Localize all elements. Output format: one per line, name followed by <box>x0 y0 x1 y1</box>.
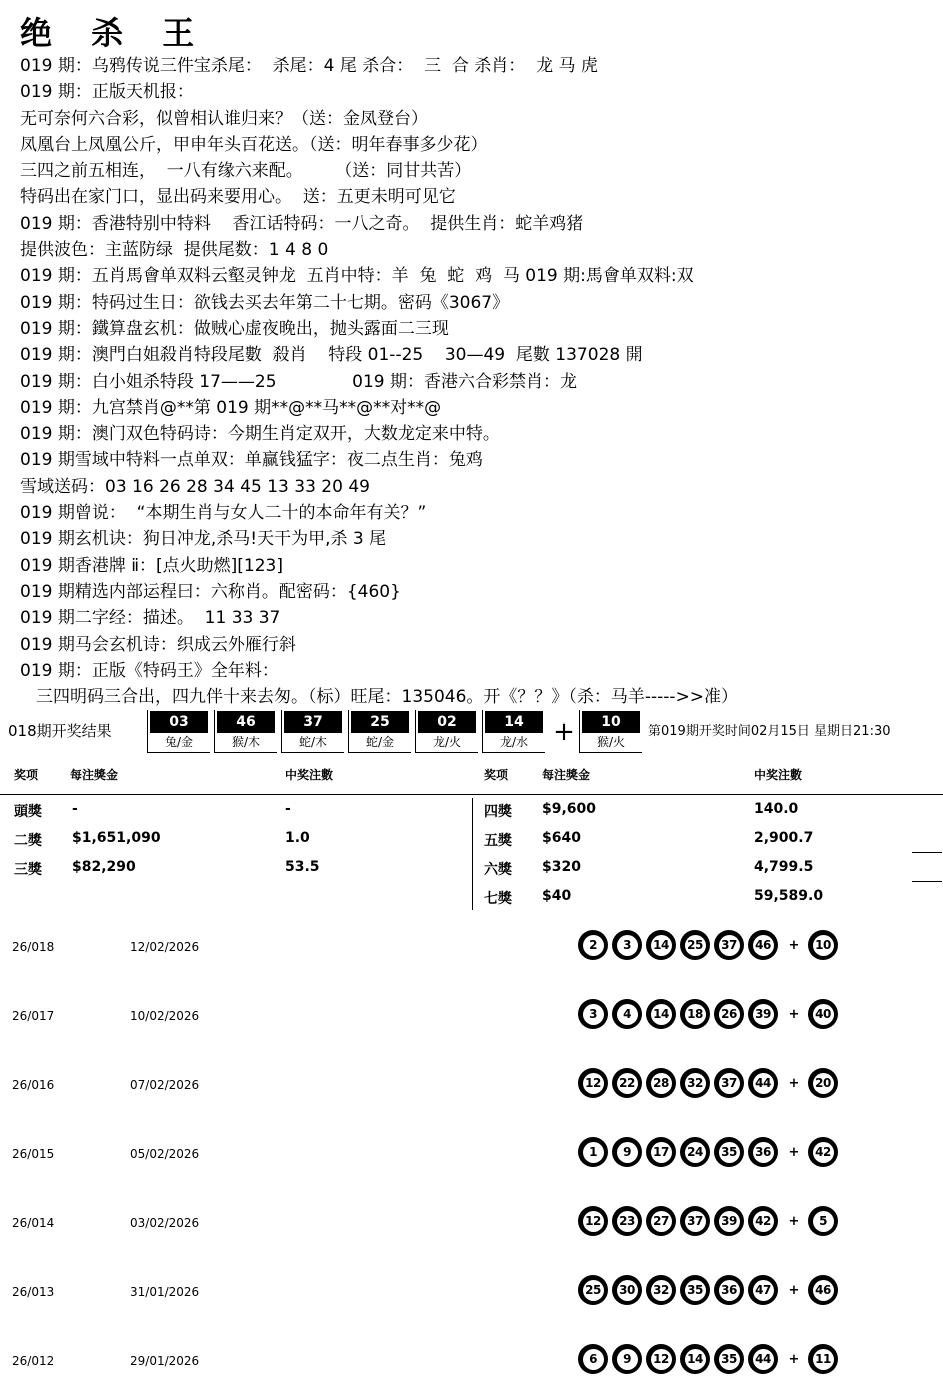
text-line: 019 期曾说： “本期生肖与女人二十的本命年有关？” <box>20 503 427 524</box>
text-line: 凤凰台上凤凰公斤，甲申年头百花送。（送：明年春事多少花） <box>20 134 488 155</box>
history-period: 26/012 <box>12 1354 55 1368</box>
draw-ball <box>281 710 344 753</box>
number-ball <box>578 999 608 1029</box>
plus-sign: + <box>788 1075 800 1091</box>
text-line: 特码出在家门口，显出码来要用心。 送：五更未明可见它 <box>20 187 456 208</box>
draw-zodiac: 蛇/金 <box>365 735 395 749</box>
draw-ball <box>214 710 277 753</box>
ball-number: 14 <box>685 1349 706 1370</box>
prize-count: 53.5 <box>285 859 320 875</box>
prize-amount: $40 <box>542 888 572 904</box>
number-ball <box>578 930 608 960</box>
draw-balls <box>147 710 646 754</box>
divider-mark <box>912 881 942 882</box>
ball-number: 11 <box>813 1349 834 1370</box>
history-row <box>0 1052 943 1120</box>
ball-number: 3 <box>617 935 638 956</box>
next-draw-info: 第019期开奖时间02月15日 星期日21:30 <box>648 724 891 739</box>
number-ball <box>748 1137 778 1167</box>
ball-number: 32 <box>685 1073 706 1094</box>
ball-number: 12 <box>583 1211 604 1232</box>
ball-number: 35 <box>719 1142 740 1163</box>
ball-number: 37 <box>685 1211 706 1232</box>
number-ball <box>680 1206 710 1236</box>
draw-ball <box>482 710 545 753</box>
prize-name: 四獎 <box>484 804 512 820</box>
history-balls <box>578 930 842 960</box>
prize-amount: $82,290 <box>72 859 136 875</box>
prize-header-amount: 每注獎金 <box>542 768 591 782</box>
number-ball <box>578 1344 608 1374</box>
history-row <box>0 1121 943 1189</box>
ball-number: 12 <box>583 1073 604 1094</box>
plus-sign: + <box>788 937 800 953</box>
number-ball <box>612 1344 642 1374</box>
prize-name: 五獎 <box>484 833 512 849</box>
history-balls <box>578 1275 842 1305</box>
history-balls <box>578 1206 842 1236</box>
ball-number: 14 <box>651 1004 672 1025</box>
special-ball <box>808 1344 838 1374</box>
ball-number: 12 <box>651 1349 672 1370</box>
history-date: 29/01/2026 <box>130 1354 200 1368</box>
number-ball <box>612 1275 642 1305</box>
text-line: 019 期玄机诀：狗日冲龙,杀马!天干为甲,杀 3 尾 <box>20 529 387 550</box>
number-ball <box>714 1275 744 1305</box>
special-ball <box>808 1137 838 1167</box>
prize-row <box>0 859 470 879</box>
prize-header-name: 奖项 <box>14 768 39 782</box>
prize-row <box>0 801 470 821</box>
number-ball <box>680 1068 710 1098</box>
number-ball <box>646 1068 676 1098</box>
prize-name: 七獎 <box>484 891 512 907</box>
ball-number: 35 <box>685 1280 706 1301</box>
prize-count: 140.0 <box>754 801 799 817</box>
draw-title: 018期开奖结果 <box>8 722 112 740</box>
text-line: 019 期：特码过生日：欲钱去买去年第二十七期。密码《3067》 <box>20 292 510 313</box>
number-ball <box>578 1137 608 1167</box>
text-line: 019 期：白小姐杀特段 17——25 019 期：香港六合彩禁肖：龙 <box>20 371 578 392</box>
history-period: 26/013 <box>12 1285 55 1299</box>
ball-number: 46 <box>813 1280 834 1301</box>
history-balls <box>578 1137 842 1167</box>
prize-divider-line <box>0 794 943 795</box>
prize-name: 頭獎 <box>14 804 42 820</box>
draw-zodiac: 兔/金 <box>164 735 194 749</box>
text-line: 019 期：澳门双色特码诗：今期生肖定双开，大数龙定来中特。 <box>20 424 500 445</box>
ball-number: 18 <box>685 1004 706 1025</box>
ball-number: 44 <box>753 1073 774 1094</box>
ball-number: 35 <box>719 1349 740 1370</box>
text-line: 019 期精选内部运程曰：六称肖。配密码：{460} <box>20 581 401 602</box>
draw-zodiac: 蛇/木 <box>298 735 328 749</box>
text-line: 019 期二字经：描述。 11 33 37 <box>20 608 281 629</box>
history-date: 10/02/2026 <box>130 1009 200 1023</box>
prize-name: 三獎 <box>14 862 42 878</box>
number-ball <box>714 1344 744 1374</box>
number-ball <box>646 1137 676 1167</box>
number-ball <box>748 1275 778 1305</box>
text-line: 019 期：乌鸦传说三件宝杀尾： 杀尾：4 尾 杀合： 三 合 杀肖： 龙 马 虎 <box>20 56 598 76</box>
ball-number: 42 <box>753 1211 774 1232</box>
ball-number: 37 <box>719 1073 740 1094</box>
draw-zodiac: 龙/火 <box>432 735 462 749</box>
ball-number: 2 <box>583 935 604 956</box>
text-line: 三四明码三合出，四九伴十来去匆。（标）旺尾：135046。开《？？》（杀：马羊----->>准） <box>36 687 739 708</box>
ball-number: 42 <box>813 1142 834 1163</box>
plus-sign: + <box>788 1144 800 1160</box>
special-ball <box>808 930 838 960</box>
number-ball <box>578 1206 608 1236</box>
text-line: 019 期马会玄机诗：织成云外雁行斜 <box>20 634 296 655</box>
number-ball <box>680 930 710 960</box>
prize-amount: $1,651,090 <box>72 830 161 846</box>
prize-count: 4,799.5 <box>754 859 814 875</box>
prize-table <box>0 766 943 916</box>
prize-count: 2,900.7 <box>754 830 814 846</box>
number-ball <box>714 999 744 1029</box>
text-line: 019 期香港牌 ⅱ：[点火助燃][123] <box>20 555 284 576</box>
history-date: 12/02/2026 <box>130 940 200 954</box>
history-row <box>0 983 943 1051</box>
prize-row <box>474 801 943 821</box>
ball-number: 32 <box>651 1280 672 1301</box>
prize-name: 六獎 <box>484 862 512 878</box>
draw-ball <box>147 710 210 753</box>
ball-number: 9 <box>617 1349 638 1370</box>
special-ball <box>808 1206 838 1236</box>
prediction-lines <box>20 53 935 710</box>
history-balls <box>578 1344 842 1374</box>
draw-ball <box>348 710 411 753</box>
draw-zodiac: 龙/水 <box>499 735 529 749</box>
ball-number: 37 <box>719 935 740 956</box>
text-line: 019 期：香港特别中特料 香江话特码：一八之奇。 提供生肖：蛇羊鸡猪 <box>20 213 584 234</box>
plus-sign: + <box>788 1006 800 1022</box>
plus-sign: + <box>788 1351 800 1367</box>
history-balls <box>578 999 842 1029</box>
number-ball <box>748 1344 778 1374</box>
draw-number: 02 <box>418 711 476 733</box>
ball-number: 6 <box>583 1349 604 1370</box>
prize-amount: $320 <box>542 859 581 875</box>
number-ball <box>612 1068 642 1098</box>
prize-amount: $9,600 <box>542 801 597 817</box>
prize-row <box>0 830 470 850</box>
text-line: 019 期雪域中特料一点单双：单赢钱猛字：夜二点生肖：兔鸡 <box>20 450 483 471</box>
number-ball <box>714 1206 744 1236</box>
text-line: 019 期：澳門白姐殺肖特段尾數 殺肖 特段 01--25 30—49 尾數 137028 開 <box>20 345 643 366</box>
history-date: 07/02/2026 <box>130 1078 200 1092</box>
number-ball <box>748 930 778 960</box>
number-ball <box>680 1275 710 1305</box>
history-row <box>0 914 943 982</box>
number-ball <box>612 999 642 1029</box>
ball-number: 39 <box>719 1211 740 1232</box>
ball-number: 46 <box>753 935 774 956</box>
ball-number: 3 <box>583 1004 604 1025</box>
ball-number: 26 <box>719 1004 740 1025</box>
prize-header-amount: 每注獎金 <box>70 768 119 782</box>
number-ball <box>748 999 778 1029</box>
number-ball <box>680 1344 710 1374</box>
history-row <box>0 1259 943 1327</box>
number-ball <box>646 999 676 1029</box>
history-row <box>0 1328 943 1396</box>
special-ball <box>808 999 838 1029</box>
draw-zodiac: 猴/木 <box>231 735 261 749</box>
text-line: 提供波色：主蓝防绿 提供尾数：1 4 8 0 <box>20 240 329 261</box>
prize-count: 1.0 <box>285 830 310 846</box>
prize-header-count: 中奖注數 <box>754 768 803 782</box>
plus-sign: + <box>788 1213 800 1229</box>
number-ball <box>714 1137 744 1167</box>
plus-sign: + <box>788 1282 800 1298</box>
number-ball <box>646 1275 676 1305</box>
draw-ball <box>415 710 478 753</box>
ball-number: 28 <box>651 1073 672 1094</box>
history-balls <box>578 1068 842 1098</box>
ball-number: 30 <box>617 1280 638 1301</box>
prize-row <box>474 830 943 850</box>
ball-number: 24 <box>685 1142 706 1163</box>
ball-number: 44 <box>753 1349 774 1370</box>
ball-number: 9 <box>617 1142 638 1163</box>
prize-amount: - <box>72 801 78 817</box>
ball-number: 1 <box>583 1142 604 1163</box>
number-ball <box>612 930 642 960</box>
text-line: 019 期：九宫禁肖@**第 019 期**@**马**@**对**@ <box>20 397 442 418</box>
ball-number: 17 <box>651 1142 672 1163</box>
number-ball <box>646 1344 676 1374</box>
text-line: 雪域送码：03 16 26 28 34 45 13 33 20 49 <box>20 476 370 497</box>
number-ball <box>680 999 710 1029</box>
number-ball <box>612 1206 642 1236</box>
number-ball <box>714 1068 744 1098</box>
prize-column-divider <box>472 798 473 910</box>
number-ball <box>748 1068 778 1098</box>
text-line: 019 期：五肖馬會单双料云壑灵钟龙 五肖中特：羊 兔 蛇 鸡 马 019 期:馬會单双料:双 <box>20 266 694 287</box>
ball-number: 23 <box>617 1211 638 1232</box>
prize-row <box>474 888 943 908</box>
ball-number: 4 <box>617 1004 638 1025</box>
text-line: 三四之前五相连， 一八有缘六来配。 （送：同甘共苦） <box>20 161 472 182</box>
number-ball <box>646 930 676 960</box>
prize-header-name: 奖项 <box>484 768 509 782</box>
history-period: 26/014 <box>12 1216 55 1230</box>
number-ball <box>578 1068 608 1098</box>
prize-count: - <box>285 801 291 817</box>
special-ball <box>808 1275 838 1305</box>
ball-number: 20 <box>813 1073 834 1094</box>
number-ball <box>578 1275 608 1305</box>
text-line: 019 期：鐵算盘玄机：做贼心虚夜晚出，抛头露面二三现 <box>20 318 449 339</box>
prize-row <box>474 859 943 879</box>
ball-number: 36 <box>719 1280 740 1301</box>
text-line: 019 期：正版《特码王》全年料： <box>20 660 279 681</box>
prize-amount: $640 <box>542 830 581 846</box>
ball-number: 40 <box>813 1004 834 1025</box>
text-line: 019 期：正版天机报： <box>20 82 194 103</box>
draw-number: 37 <box>284 711 342 733</box>
history-date: 31/01/2026 <box>130 1285 200 1299</box>
ball-number: 39 <box>753 1004 774 1025</box>
history-date: 05/02/2026 <box>130 1147 200 1161</box>
ball-number: 25 <box>583 1280 604 1301</box>
page-title: 绝 杀 王 <box>20 14 209 52</box>
number-ball <box>680 1137 710 1167</box>
plus-sign: + <box>553 717 575 747</box>
divider-mark <box>912 852 942 853</box>
special-number: 10 <box>582 711 640 733</box>
draw-number: 03 <box>150 711 208 733</box>
number-ball <box>646 1206 676 1236</box>
special-ball <box>579 710 642 753</box>
text-line: 无可奈何六合彩，似曾相认谁归来？（送：金凤登台） <box>20 108 428 129</box>
ball-number: 36 <box>753 1142 774 1163</box>
history-period: 26/016 <box>12 1078 55 1092</box>
ball-number: 27 <box>651 1211 672 1232</box>
history-period: 26/015 <box>12 1147 55 1161</box>
draw-number: 46 <box>217 711 275 733</box>
ball-number: 10 <box>813 935 834 956</box>
ball-number: 14 <box>651 935 672 956</box>
draw-number: 14 <box>485 711 543 733</box>
ball-number: 22 <box>617 1073 638 1094</box>
number-ball <box>612 1137 642 1167</box>
special-ball <box>808 1068 838 1098</box>
ball-number: 5 <box>813 1211 834 1232</box>
number-ball <box>748 1206 778 1236</box>
draw-results-bar <box>0 708 943 756</box>
prize-name: 二獎 <box>14 833 42 849</box>
history-row <box>0 1190 943 1258</box>
ball-number: 25 <box>685 935 706 956</box>
history-date: 03/02/2026 <box>130 1216 200 1230</box>
ball-number: 47 <box>753 1280 774 1301</box>
prize-header-count: 中奖注數 <box>285 768 334 782</box>
prize-count: 59,589.0 <box>754 888 824 904</box>
number-ball <box>714 930 744 960</box>
history-period: 26/017 <box>12 1009 55 1023</box>
draw-number: 25 <box>351 711 409 733</box>
special-zodiac: 猴/火 <box>596 735 626 749</box>
history-period: 26/018 <box>12 940 55 954</box>
